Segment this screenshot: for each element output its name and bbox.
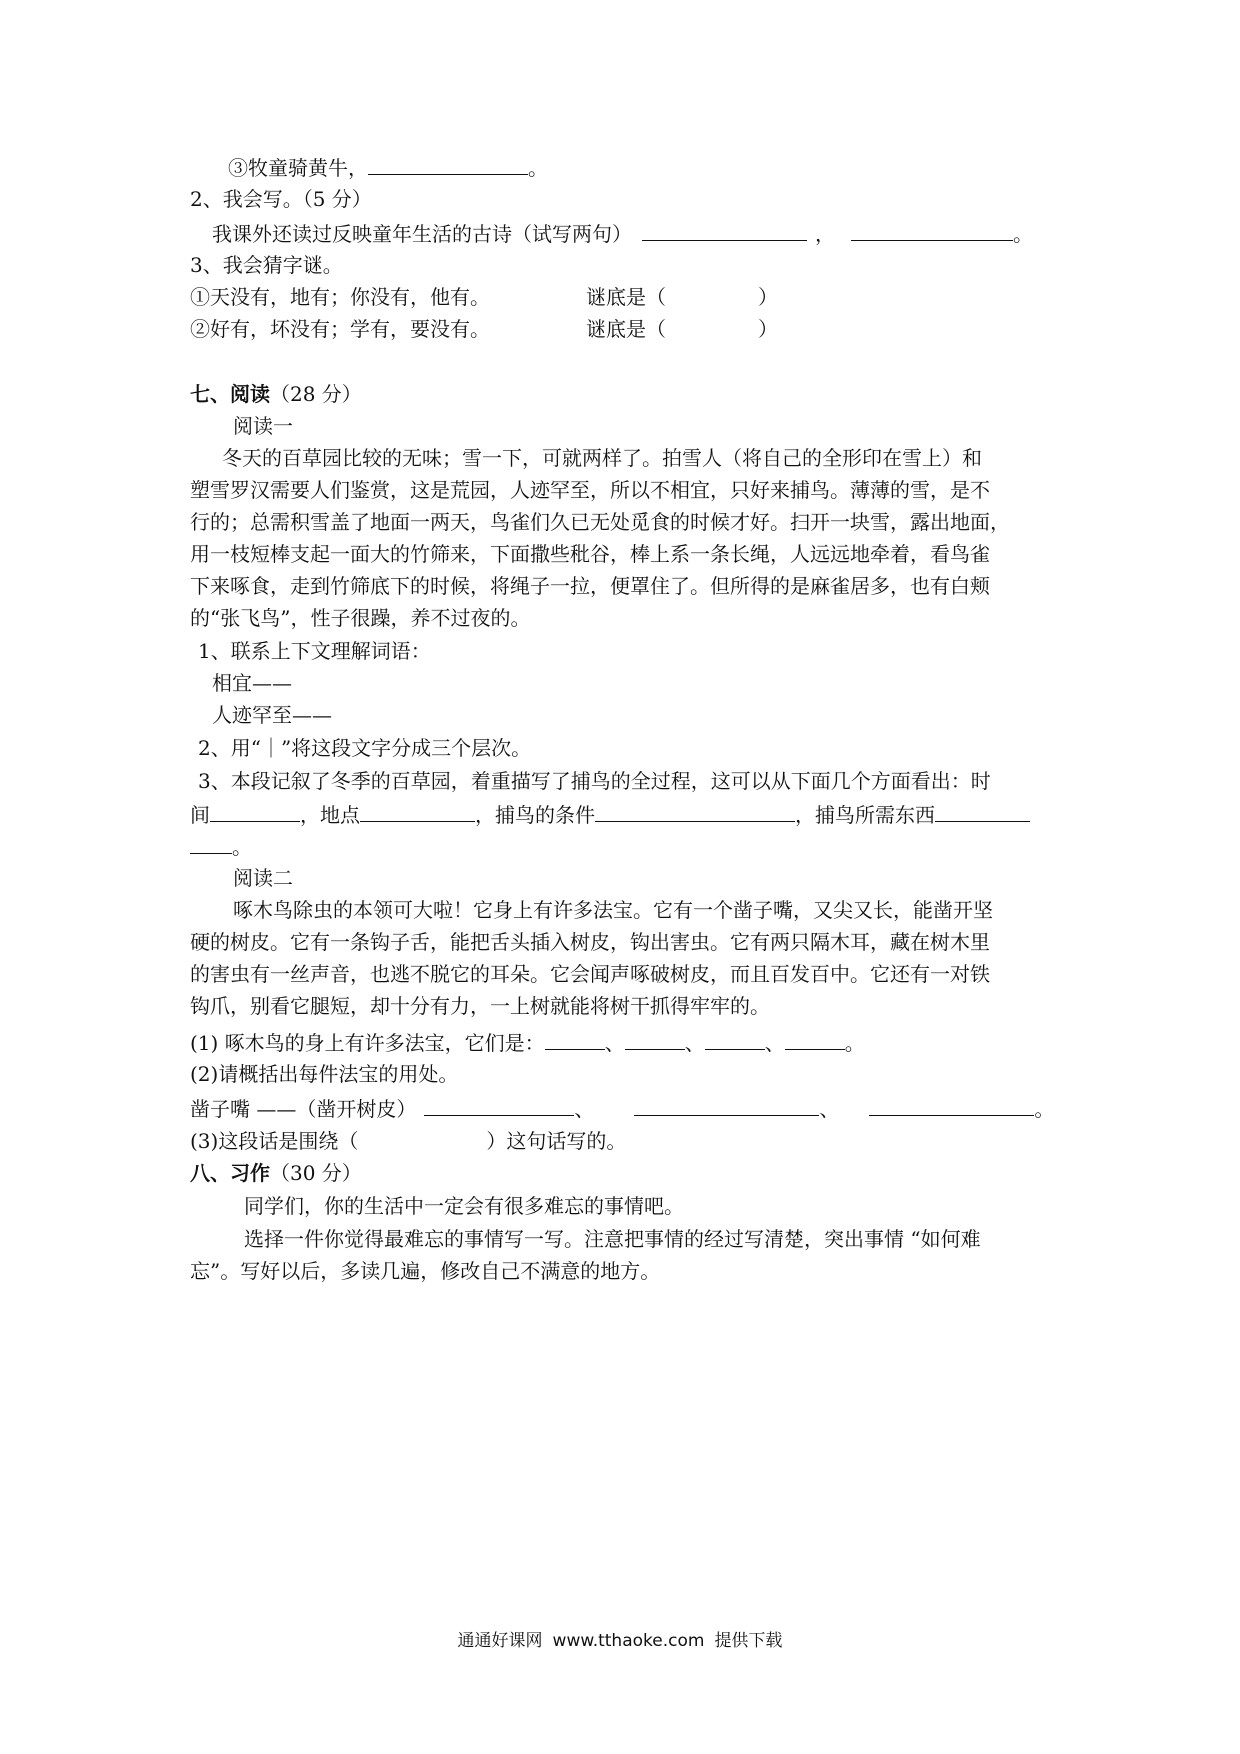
time-blank[interactable] [210, 800, 300, 822]
question-2-text: 我课外还读过反映童年生活的古诗（试写两句） ， 。 [212, 219, 1033, 245]
reading-2-q2: (2)请概括出每件法宝的用处。 [190, 1062, 459, 1086]
reading-2-line: 硬的树皮。它有一条钩子舌，能把舌头插入树皮，钩出害虫。它有两只隔木耳，藏在树木里 [190, 930, 990, 954]
page-footer [0, 1630, 1240, 1652]
items-blank[interactable] [935, 800, 1030, 822]
reading-1-q2: 2、用“｜”将这段文字分成三个层次。 [198, 736, 532, 760]
reading-2-q2-answers: 凿子嘴 ——（凿开树皮） 、 、 。 [190, 1094, 1054, 1120]
riddle-1: ①天没有，地有；你没有，他有。 [190, 285, 490, 309]
reading-1-line: 冬天的百草园比较的无味；雪一下，可就两样了。拍雪人（将自己的全形印在雪上）和 [222, 446, 982, 470]
treasure-blank-4[interactable] [785, 1028, 845, 1050]
word-renjihanzhi: 人迹罕至—— [212, 703, 332, 727]
answer-blank[interactable] [368, 153, 528, 175]
reading-1-q1: 1、联系上下文理解词语： [198, 639, 431, 663]
section-8-heading: 八、习作（30 分） [190, 1161, 362, 1185]
reading-1-q3: 3、本段记叙了冬季的百草园，着重描写了捕鸟的全过程，这可以从下面几个方面看出：时 [198, 769, 991, 793]
use-blank-3[interactable] [869, 1094, 1034, 1116]
question-3-title: 3、我会猜字谜。 [190, 253, 343, 277]
footer-site: 通通好课网 [457, 1631, 543, 1651]
place-blank[interactable] [360, 800, 475, 822]
poem-blank-1[interactable] [642, 219, 807, 241]
reading-2-q3: (3)这段话是围绕（ ）这句话写的。 [190, 1129, 627, 1153]
reading-1-line: 用一枝短棒支起一面大的竹筛来，下面撒些秕谷，棒上系一条长绳，人远远地牵着，看鸟雀 [190, 542, 990, 566]
treasure-blank-1[interactable] [545, 1028, 605, 1050]
section-7-heading: 七、阅读（28 分） [190, 382, 362, 406]
essay-prompt-line: 选择一件你觉得最难忘的事情写一写。注意把事情的经过写清楚，突出事情 “如何难 [244, 1227, 981, 1251]
essay-prompt-line: 同学们，你的生活中一定会有很多难忘的事情吧。 [244, 1194, 684, 1218]
items-blank-cont[interactable] [190, 832, 232, 854]
condition-blank[interactable] [595, 800, 795, 822]
reading-2-line: 钩爪，别看它腿短，却十分有力，一上树就能将树干抓得牢牢的。 [190, 994, 770, 1018]
reading-2-line: 啄木鸟除虫的本领可大啦！它身上有许多法宝。它有一个凿子嘴，又尖又长，能凿开坚 [233, 898, 993, 922]
reading-1-line: 塑雪罗汉需要人们鉴赏，这是荒园，人迹罕至，所以不相宜，只好来捕鸟。薄薄的雪，是不 [190, 478, 990, 502]
riddle-2: ②好有，坏没有；学有，要没有。 [190, 317, 490, 341]
use-blank-1[interactable] [424, 1094, 574, 1116]
poem-item-3: ③牧童骑黄牛， 。 [228, 153, 548, 179]
footer-url[interactable]: www.tthaoke.com [552, 1631, 705, 1651]
reading-1-q3-end: 。 [190, 832, 252, 858]
reading-1-line: 下来啄食，走到竹筛底下的时候，将绳子一拉，便罩住了。但所得的是麻雀居多，也有白颊 [190, 574, 990, 598]
treasure-blank-2[interactable] [625, 1028, 685, 1050]
reading-2-label: 阅读二 [233, 866, 293, 890]
word-xiangyi: 相宜—— [212, 671, 292, 695]
reading-1-line: 的“张飞鸟”，性子很躁，养不过夜的。 [190, 606, 531, 630]
poem-blank-2[interactable] [851, 219, 1013, 241]
reading-1-q3-blanks: 间 ，地点 ，捕鸟的条件 ，捕鸟所需东西 [190, 800, 1030, 826]
question-2-title: 2、我会写。（5 分） [190, 187, 372, 211]
reading-1-label: 阅读一 [233, 414, 293, 438]
essay-prompt-line: 忘”。写好以后，多读几遍，修改自己不满意的地方。 [190, 1259, 661, 1283]
reading-2-q1: (1) 啄木鸟的身上有许多法宝，它们是： 、 、 、 。 [190, 1028, 865, 1054]
riddle-2-answer: 谜底是（ ） [586, 317, 778, 341]
reading-1-line: 行的；总需积雪盖了地面一两天，鸟雀们久已无处觅食的时候才好。扫开一块雪，露出地面， [190, 510, 1010, 534]
reading-2-line: 的害虫有一丝声音，也逃不脱它的耳朵。它会闻声啄破树皮，而且百发百中。它还有一对铁 [190, 962, 990, 986]
footer-note: 提供下载 [714, 1631, 783, 1651]
treasure-blank-3[interactable] [705, 1028, 765, 1050]
use-blank-2[interactable] [634, 1094, 819, 1116]
riddle-1-answer: 谜底是（ ） [586, 285, 778, 309]
